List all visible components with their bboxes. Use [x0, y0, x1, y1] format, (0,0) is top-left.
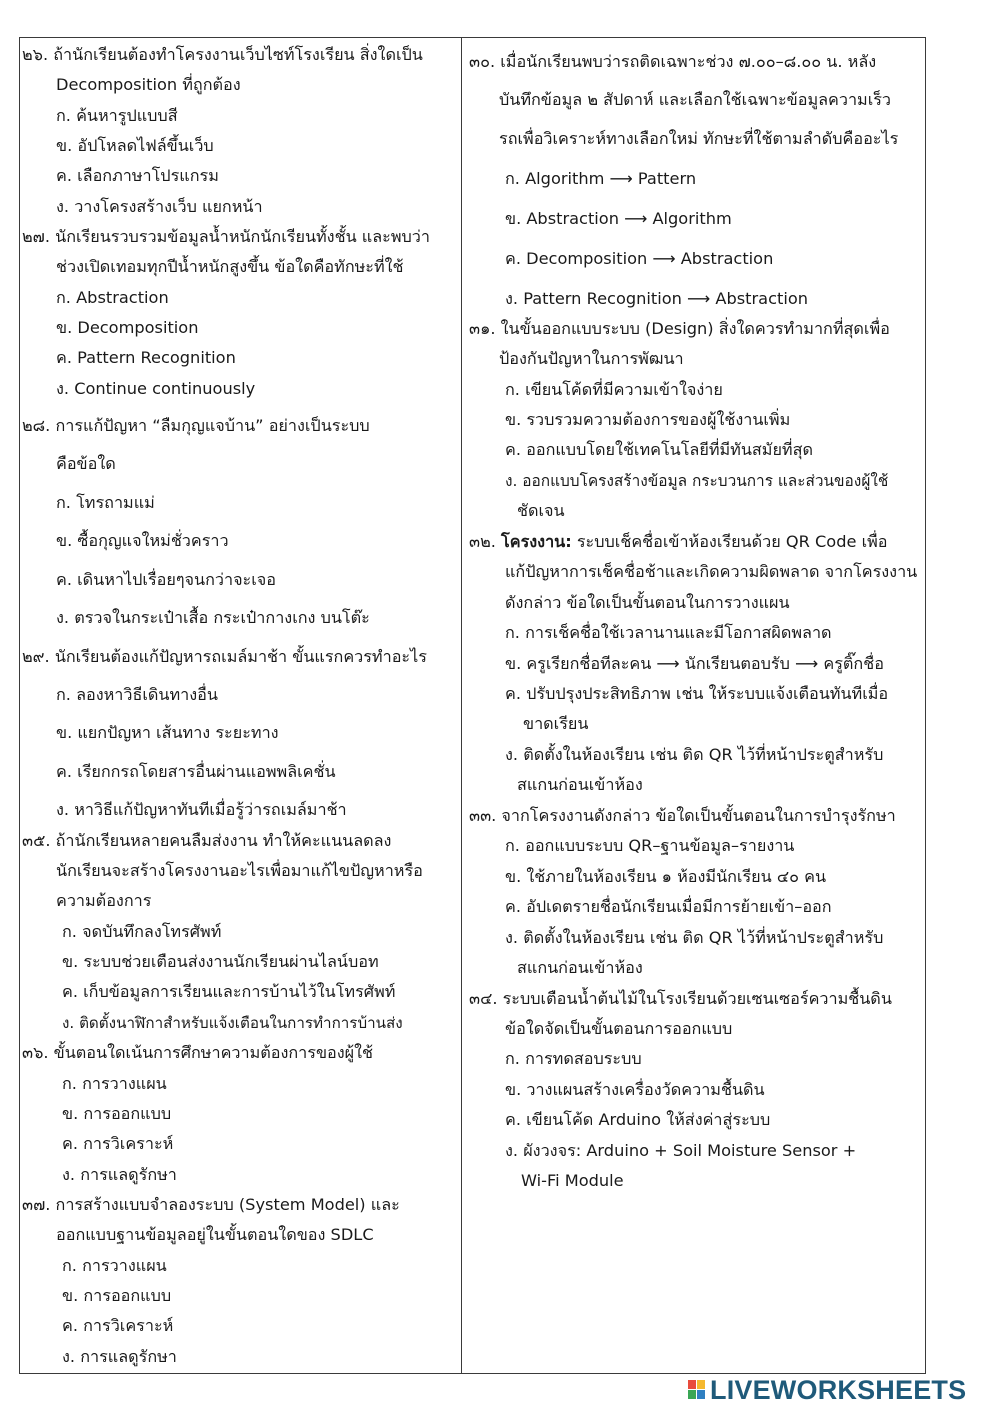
q28-stem-cont: คือข้อใด: [56, 454, 116, 473]
q32-option-c[interactable]: ค. ปรับปรุงประสิทธิภาพ เช่น ให้ระบบแจ้งเตือนทันทีเมื่อ: [505, 684, 889, 703]
q33-option-a[interactable]: ก. ออกแบบระบบ QR–ฐานข้อมูล–รายงาน: [505, 836, 795, 855]
q35-stem: ๓๕. ถ้านักเรียนหลายคนลืมส่งงาน ทำให้คะแนนลดลง: [22, 831, 392, 850]
q37-option-a[interactable]: ก. การวางแผน: [62, 1256, 167, 1275]
q27-option-d[interactable]: ง. Continue continuously: [56, 379, 256, 398]
brand-name: LIVEWORKSHEETS: [710, 1375, 967, 1405]
q28-option-c[interactable]: ค. เดินหาไปเรื่อยๆจนกว่าจะเจอ: [56, 570, 276, 589]
q29-stem: ๒๙. นักเรียนต้องแก้ปัญหารถเมล์มาช้า ขั้นแรกควรทำอะไร: [22, 647, 427, 666]
q32-option-d[interactable]: ง. ติดตั้งในห้องเรียน เช่น ติด QR ไว้ที่หน้าประตูสำหรับ: [505, 745, 884, 764]
q31-option-a[interactable]: ก. เขียนโค้ดที่มีความเข้าใจง่าย: [505, 380, 723, 399]
q37-stem: ๓๗. การสร้างแบบจำลองระบบ (System Model) และ: [22, 1195, 400, 1214]
q34-option-c[interactable]: ค. เขียนโค้ด Arduino ให้ส่งค่าสู่ระบบ: [505, 1110, 771, 1129]
q33-option-d-cont: สแกนก่อนเข้าห้อง: [517, 958, 643, 977]
q33-option-b[interactable]: ข. ใช้ภายในห้องเรียน ๑ ห้องมีนักเรียน ๔๐ คน: [505, 867, 827, 886]
q34-stem-cont: ข้อใดจัดเป็นขั้นตอนการออกแบบ: [505, 1019, 733, 1038]
q34-option-d-cont: Wi-Fi Module: [521, 1171, 624, 1190]
q32-option-b[interactable]: ข. ครูเรียกชื่อทีละคน ⟶ นักเรียนตอบรับ ⟶ ครูติ๊กชื่อ: [505, 654, 884, 673]
q30-stem-cont2: รถเพื่อวิเคราะห์ทางเลือกใหม่ ทักษะที่ใช้ตามลำดับคืออะไร: [499, 129, 899, 148]
q29-option-b[interactable]: ข. แยกปัญหา เส้นทาง ระยะทาง: [56, 723, 279, 742]
q35-stem-cont: นักเรียนจะสร้างโครงงานอะไรเพื่อมาแก้ไขปัญหาหรือ: [56, 861, 423, 880]
q32-option-a[interactable]: ก. การเช็คชื่อใช้เวลานานและมีโอกาสผิดพลาด: [505, 623, 832, 642]
q33-option-c[interactable]: ค. อัปเดตรายชื่อนักเรียนเมื่อมีการย้ายเข้า–ออก: [505, 897, 832, 916]
q29-option-c[interactable]: ค. เรียกกรถโดยสารอื่นผ่านแอพพลิเคชั่น: [56, 762, 336, 781]
q36-option-d[interactable]: ง. การแลดูรักษา: [62, 1165, 177, 1184]
q27-option-a[interactable]: ก. Abstraction: [56, 288, 169, 307]
q30-stem: ๓๐. เมื่อนักเรียนพบว่ารถติดเฉพาะช่วง ๗.๐๐–๘.๐๐ น. หลัง: [469, 52, 877, 71]
q37-stem-cont: ออกแบบฐานข้อมูลอยู่ในขั้นตอนใดของ SDLC: [56, 1225, 374, 1244]
q32-option-d-cont: สแกนก่อนเข้าห้อง: [517, 775, 643, 794]
q35-stem-cont2: ความต้องการ: [56, 891, 152, 910]
q27-option-b[interactable]: ข. Decomposition: [56, 318, 199, 337]
q37-option-c[interactable]: ค. การวิเคราะห์: [62, 1316, 174, 1335]
q34-option-b[interactable]: ข. วางแผนสร้างเครื่องวัดความชื้นดิน: [505, 1080, 765, 1099]
q28-stem: ๒๘. การแก้ปัญหา “ลืมกุญแจบ้าน” อย่างเป็นระบบ: [22, 416, 370, 435]
q36-option-b[interactable]: ข. การออกแบบ: [62, 1104, 172, 1123]
q30-option-a[interactable]: ก. Algorithm ⟶ Pattern: [505, 169, 697, 188]
q27-stem-cont: ช่วงเปิดเทอมทุกปีน้ำหนักสูงขึ้น ข้อใดคือทักษะที่ใช้: [56, 257, 404, 276]
q32-stem-text: ระบบเช็คชื่อเข้าห้องเรียนด้วย QR Code เพื่อ: [576, 532, 888, 551]
q34-option-a[interactable]: ก. การทดสอบระบบ: [505, 1049, 642, 1068]
liveworksheets-logo-icon: [688, 1380, 706, 1400]
q36-option-a[interactable]: ก. การวางแผน: [62, 1074, 167, 1093]
q31-stem-cont: ป้องกันปัญหาในการพัฒนา: [499, 349, 684, 368]
q26-option-d[interactable]: ง. วางโครงสร้างเว็บ แยกหน้า: [56, 197, 263, 216]
q30-option-d[interactable]: ง. Pattern Recognition ⟶ Abstraction: [505, 289, 809, 308]
q34-stem: ๓๔. ระบบเตือนน้ำต้นไม้ในโรงเรียนด้วยเซนเซอร์ความชื้นดิน: [469, 989, 892, 1008]
q26-stem: ๒๖. ถ้านักเรียนต้องทำโครงงานเว็บไซท์โรงเรียน สิ่งใดเป็น: [22, 45, 423, 64]
q32-stem: [469, 532, 888, 552]
q28-option-d[interactable]: ง. ตรวจในกระเป๋าเสื้อ กระเป๋ากางเกง บนโต๊ะ: [56, 608, 370, 627]
q34-option-d[interactable]: ง. ผังวงจร: Arduino + Soil Moisture Sensor +: [505, 1141, 857, 1160]
q26-option-b[interactable]: ข. อัปโหลดไฟล์ขึ้นเว็บ: [56, 136, 214, 155]
q32-option-c-cont: ขาดเรียน: [523, 714, 589, 733]
q33-stem: ๓๓. จากโครงงานดังกล่าว ข้อใดเป็นขั้นตอนในการบำรุงรักษา: [469, 806, 896, 825]
q26-stem-cont: Decomposition ที่ถูกต้อง: [56, 75, 241, 94]
q27-stem: ๒๗. นักเรียนรวบรวมข้อมูลน้ำหนักนักเรียนทั้งชั้น และพบว่า: [22, 227, 430, 246]
q32-stem-cont: แก้ปัญหาการเช็คชื่อช้าและเกิดความผิดพลาด จากโครงงาน: [505, 562, 918, 581]
q37-option-b[interactable]: ข. การออกแบบ: [62, 1286, 172, 1305]
q35-option-b[interactable]: ข. ระบบช่วยเตือนส่งงานนักเรียนผ่านไลน์บอท: [62, 952, 379, 971]
q28-option-b[interactable]: ข. ซื้อกุญแจใหม่ชั่วคราว: [56, 531, 229, 550]
q27-option-c[interactable]: ค. Pattern Recognition: [56, 348, 236, 367]
q32-label: โครงงาน:: [501, 532, 572, 551]
q36-stem: ๓๖. ขั้นตอนใดเน้นการศึกษาความต้องการของผู้ใช้: [22, 1043, 374, 1062]
q31-stem: ๓๑. ในขั้นออกแบบระบบ (Design) สิ่งใดควรทำมากที่สุดเพื่อ: [469, 319, 890, 338]
q30-option-b[interactable]: ข. Abstraction ⟶ Algorithm: [505, 209, 732, 228]
q35-option-c[interactable]: ค. เก็บข้อมูลการเรียนและการบ้านไว้ในโทรศัพท์: [62, 982, 396, 1001]
q33-option-d[interactable]: ง. ติดตั้งในห้องเรียน เช่น ติด QR ไว้ที่หน้าประตูสำหรับ: [505, 928, 884, 947]
q28-option-a[interactable]: ก. โทรถามแม่: [56, 493, 155, 512]
column-divider: [461, 37, 462, 1374]
q37-option-d[interactable]: ง. การแลดูรักษา: [62, 1347, 177, 1366]
q35-option-d[interactable]: ง. ติดตั้งนาฬิกาสำหรับแจ้งเตือนในการทำการบ้านส่ง: [62, 1014, 403, 1032]
q32-stem-cont2: ดังกล่าว ข้อใดเป็นขั้นตอนในการวางแผน: [505, 593, 790, 612]
q31-option-d-cont: ชัดเจน: [517, 501, 565, 520]
q35-option-a[interactable]: ก. จดบันทึกลงโทรศัพท์: [62, 922, 222, 941]
q31-option-c[interactable]: ค. ออกแบบโดยใช้เทคโนโลยีที่มีทันสมัยที่สุด: [505, 440, 813, 459]
q31-option-d[interactable]: ง. ออกแบบโครงสร้างข้อมูล กระบวนการ และส่วนของผู้ใช้: [505, 472, 889, 490]
q32-number: ๓๒.: [469, 532, 496, 551]
q26-option-c[interactable]: ค. เลือกภาษาโปรแกรม: [56, 166, 219, 185]
liveworksheets-brand: [688, 1373, 988, 1407]
q29-option-a[interactable]: ก. ลองหาวิธีเดินทางอื่น: [56, 685, 218, 704]
q30-option-c[interactable]: ค. Decomposition ⟶ Abstraction: [505, 249, 774, 268]
q30-stem-cont: บันทึกข้อมูล ๒ สัปดาห์ และเลือกใช้เฉพาะข้อมูลความเร็ว: [499, 90, 892, 109]
q31-option-b[interactable]: ข. รวบรวมความต้องการของผู้ใช้งานเพิ่ม: [505, 410, 791, 429]
q29-option-d[interactable]: ง. หาวิธีแก้ปัญหาทันทีเมื่อรู้ว่ารถเมล์มาช้า: [56, 800, 347, 819]
q36-option-c[interactable]: ค. การวิเคราะห์: [62, 1134, 174, 1153]
q26-option-a[interactable]: ก. ค้นหารูปแบบสี: [56, 106, 178, 125]
